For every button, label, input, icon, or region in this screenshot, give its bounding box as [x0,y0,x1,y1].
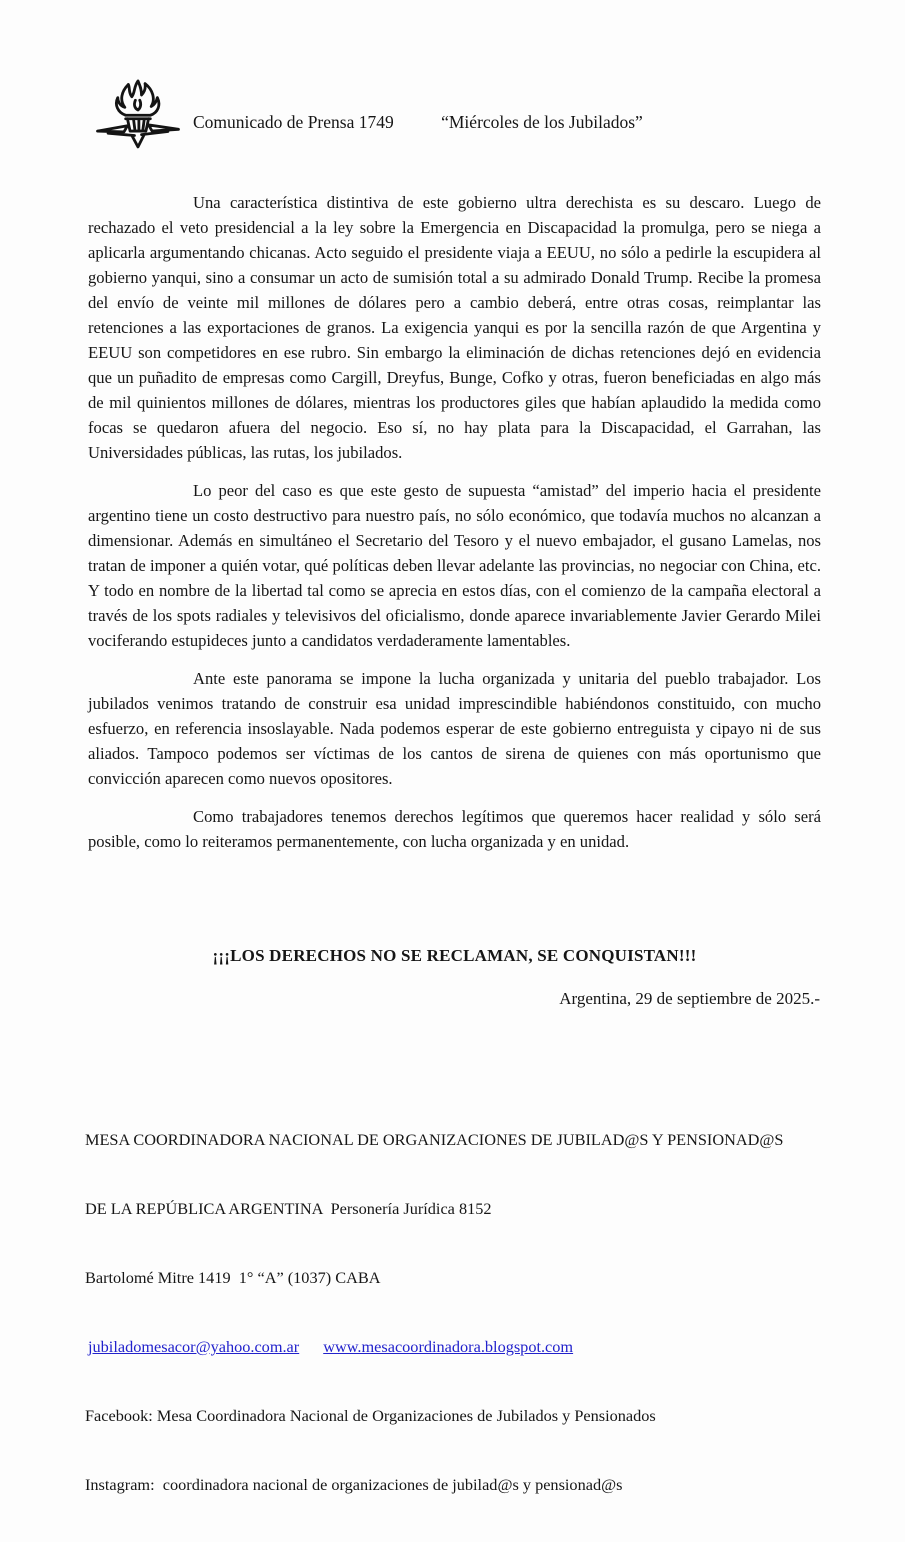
document-footer [85,1082,880,1542]
org-name-line1: MESA COORDINADORA NACIONAL DE ORGANIZACIONES DE JUBILAD@S Y PENSIONAD@S [85,1130,784,1149]
contact-links-row [85,1335,880,1358]
org-name-line2: DE LA REPÚBLICA ARGENTINA Personería Jurídica 8152 [85,1199,492,1218]
paragraph-1: Una característica distintiva de este gobierno ultra derechista es su descaro. Luego de rechazado el veto presidencial a la ley sobre la Emergencia en Discapacidad la promulga, pero se niega a aplicarla argumentando chicanas. Acto seguido el presidente viaja a EEUU, no sólo a pedirle la escupidera al gobierno yanqui, sino a consumar un acto de sumisión total a su admirado Donald Trump. Recibe la promesa del envío de veinte mil millones de dólares pero a cambio deberá, entre otras cosas, reimplantar las retenciones a las exportaciones de granos. La exigencia yanqui es por la sencilla razón de que Argentina y EEUU son competidores en ese rubro. Sin embargo la eliminación de dichas retenciones dejó en evidencia que un puñadito de empresas como Cargill, Dreyfus, Bunge, Cofko y otras, fueron beneficiadas en algo más de mil quinientos millones de dólares, mientras los productores giles que habían aplaudido la medida como focas se quedaron afuera del negocio. Eso sí, no hay plata para la Discapacidad, el Garrahan, las Universidades públicas, las rutas, los jubilados. [88,193,821,462]
document-body [88,190,821,867]
torch-icon [94,74,182,160]
website-link[interactable]: www.mesacoordinadora.blogspot.com [323,1337,574,1356]
paragraph-4: Como trabajadores tenemos derechos legítimos que queremos hacer realidad y sólo será posible, como lo reiteramos permanentemente, con lucha organizada y en unidad. [88,807,821,851]
facebook-line: Facebook: Mesa Coordinadora Nacional de Organizaciones de Jubilados y Pensionados [85,1406,656,1425]
document-header [193,112,643,133]
press-release-title: Comunicado de Prensa 1749 [193,112,394,132]
paragraph-3: Ante este panorama se impone la lucha organizada y unitaria del pueblo trabajador. Los jubilados venimos tratando de construir esa unidad imprescindible habiéndonos constituido, con mucho esfuerzo, en referencia insoslayable. Nada podemos esperar de este gobierno entreguista y cipayo ni de sus aliados. Tampoco podemos ser víctimas de los cantos de sirena de quienes con más oportunismo que convicción aparecen como nuevos opositores. [88,669,821,788]
paragraph-2: Lo peor del caso es que este gesto de supuesta “amistad” del imperio hacia el presidente argentino tiene un costo destructivo para nuestro país, no sólo económico, que todavía muchos no alcanzan a dimensionar. Además en simultáneo el Secretario del Tesoro y el nuevo embajador, el gusano Lamelas, nos tratan de imponer a quién votar, qué políticas deben llevar adelante las provincias, no negociar con China, etc. Y todo en nombre de la libertad tal como se aprecia en estos días, con el comienzo de la campaña electoral a través de los spots radiales y televisivos del oficialismo, donde aparece invariablemente Javier Gerardo Milei vociferando estupideces junto a candidatos verdaderamente lamentables. [88,481,821,650]
dateline: Argentina, 29 de septiembre de 2025.- [559,989,820,1008]
press-release-subtitle: “Miércoles de los Jubilados” [441,112,643,132]
slogan-line: ¡¡¡LOS DERECHOS NO SE RECLAMAN, SE CONQUISTAN!!! [212,946,697,965]
email-link[interactable]: jubiladomesacor@yahoo.com.ar [88,1337,300,1356]
instagram-line: Instagram: coordinadora nacional de organizaciones de jubilad@s y pensionad@s [85,1475,623,1494]
org-address: Bartolomé Mitre 1419 1° “A” (1037) CABA [85,1268,381,1287]
